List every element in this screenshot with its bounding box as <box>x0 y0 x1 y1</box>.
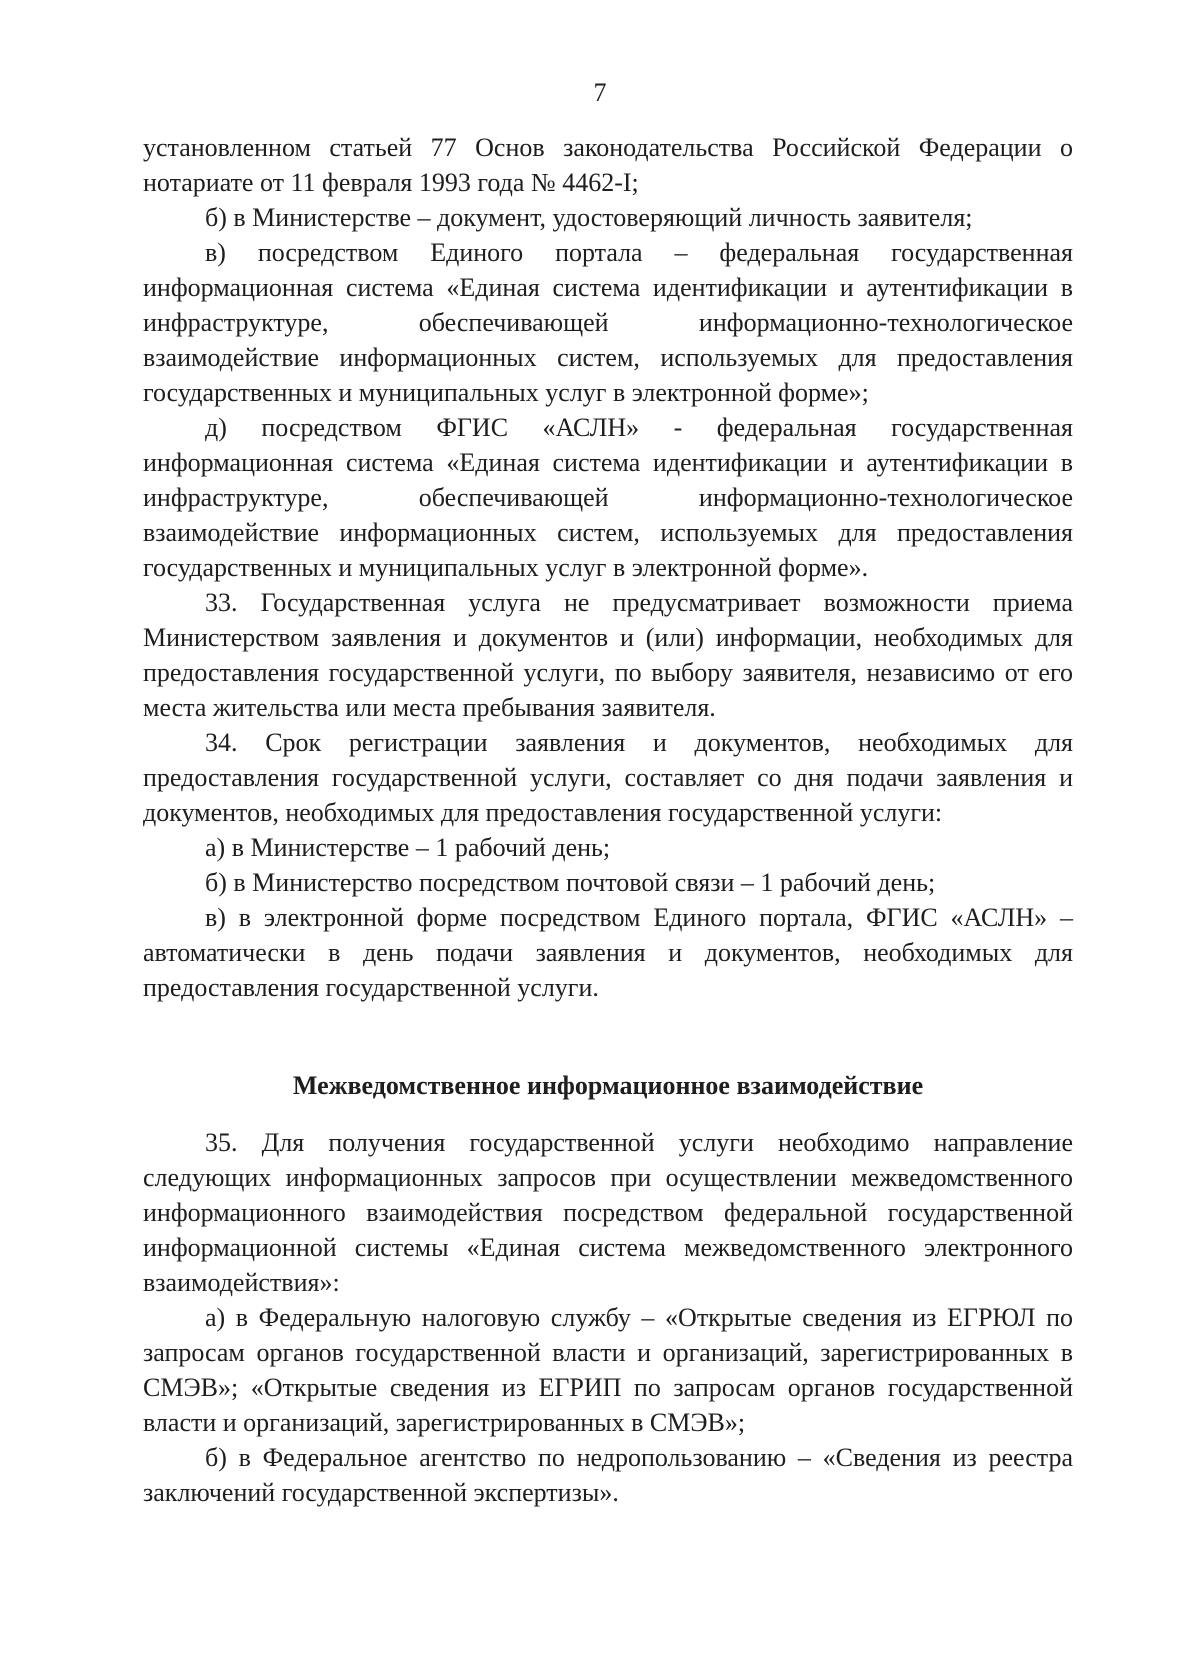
page-number: 7 <box>593 78 607 107</box>
paragraph-item-v-portal: в) посредством Единого портала – федеральная государственная информационная система «Единая система идентификации и аутентификации в инфраструктуре, обеспечивающей информационно-технологическое взаимодействие информационных систем, используемых для предоставления государственных и муниципальных услуг в электронной форме»; <box>143 238 1073 407</box>
paragraph-item-d-fgis: д) посредством ФГИС «АСЛН» - федеральная государственная информационная система «Единая система идентификации и аутентификации в инфраструктуре, обеспечивающей информационно-технологическое взаимодействие информационных систем, используемых для предоставления государственных и муниципальных услуг в электронной форме». <box>143 413 1073 582</box>
paragraph-34-item-a: а) в Министерстве – 1 рабочий день; <box>205 833 611 862</box>
paragraph-35-item-b: б) в Федеральное агентство по недропользованию – «Сведения из реестра заключений государственной экспертизы». <box>143 1443 1073 1507</box>
paragraph-34-item-b: б) в Министерство посредством почтовой связи – 1 рабочий день; <box>205 868 936 897</box>
paragraph-continuation: установленном статьей 77 Основ законодательства Российской Федерации о нотариате от 11 февраля 1993 года № 4462-I; <box>143 133 1073 197</box>
document-body <box>143 130 1073 1510</box>
paragraph-34: 34. Срок регистрации заявления и документов, необходимых для предоставления государственной услуги, составляет со дня подачи заявления и документов, необходимых для предоставления государственной услуги: <box>143 728 1073 827</box>
paragraph-item-b-ministry: б) в Министерстве – документ, удостоверяющий личность заявителя; <box>205 203 973 232</box>
paragraph-34-item-v: в) в электронной форме посредством Единого портала, ФГИС «АСЛН» – автоматически в день подачи заявления и документов, необходимых для предоставления государственной услуги. <box>143 903 1073 1002</box>
paragraph-35: 35. Для получения государственной услуги необходимо направление следующих информационных запросов при осуществлении межведомственного информационного взаимодействия посредством федеральной государственной информационной системы «Единая система межведомственного электронного взаимодействия»: <box>143 1128 1073 1297</box>
paragraph-35-item-a: а) в Федеральную налоговую службу – «Открытые сведения из ЕГРЮЛ по запросам органов государственной власти и организаций, зарегистрированных в СМЭВ»; «Открытые сведения из ЕГРИП по запросам органов государственной власти и организаций, зарегистрированных в СМЭВ»; <box>143 1303 1073 1437</box>
paragraph-33: 33. Государственная услуга не предусматривает возможности приема Министерством заявления и документов и (или) информации, необходимых для предоставления государственной услуги, по выбору заявителя, независимо от его места жительства или места пребывания заявителя. <box>143 588 1073 722</box>
section-heading: Межведомственное информационное взаимодействие <box>292 1071 924 1100</box>
